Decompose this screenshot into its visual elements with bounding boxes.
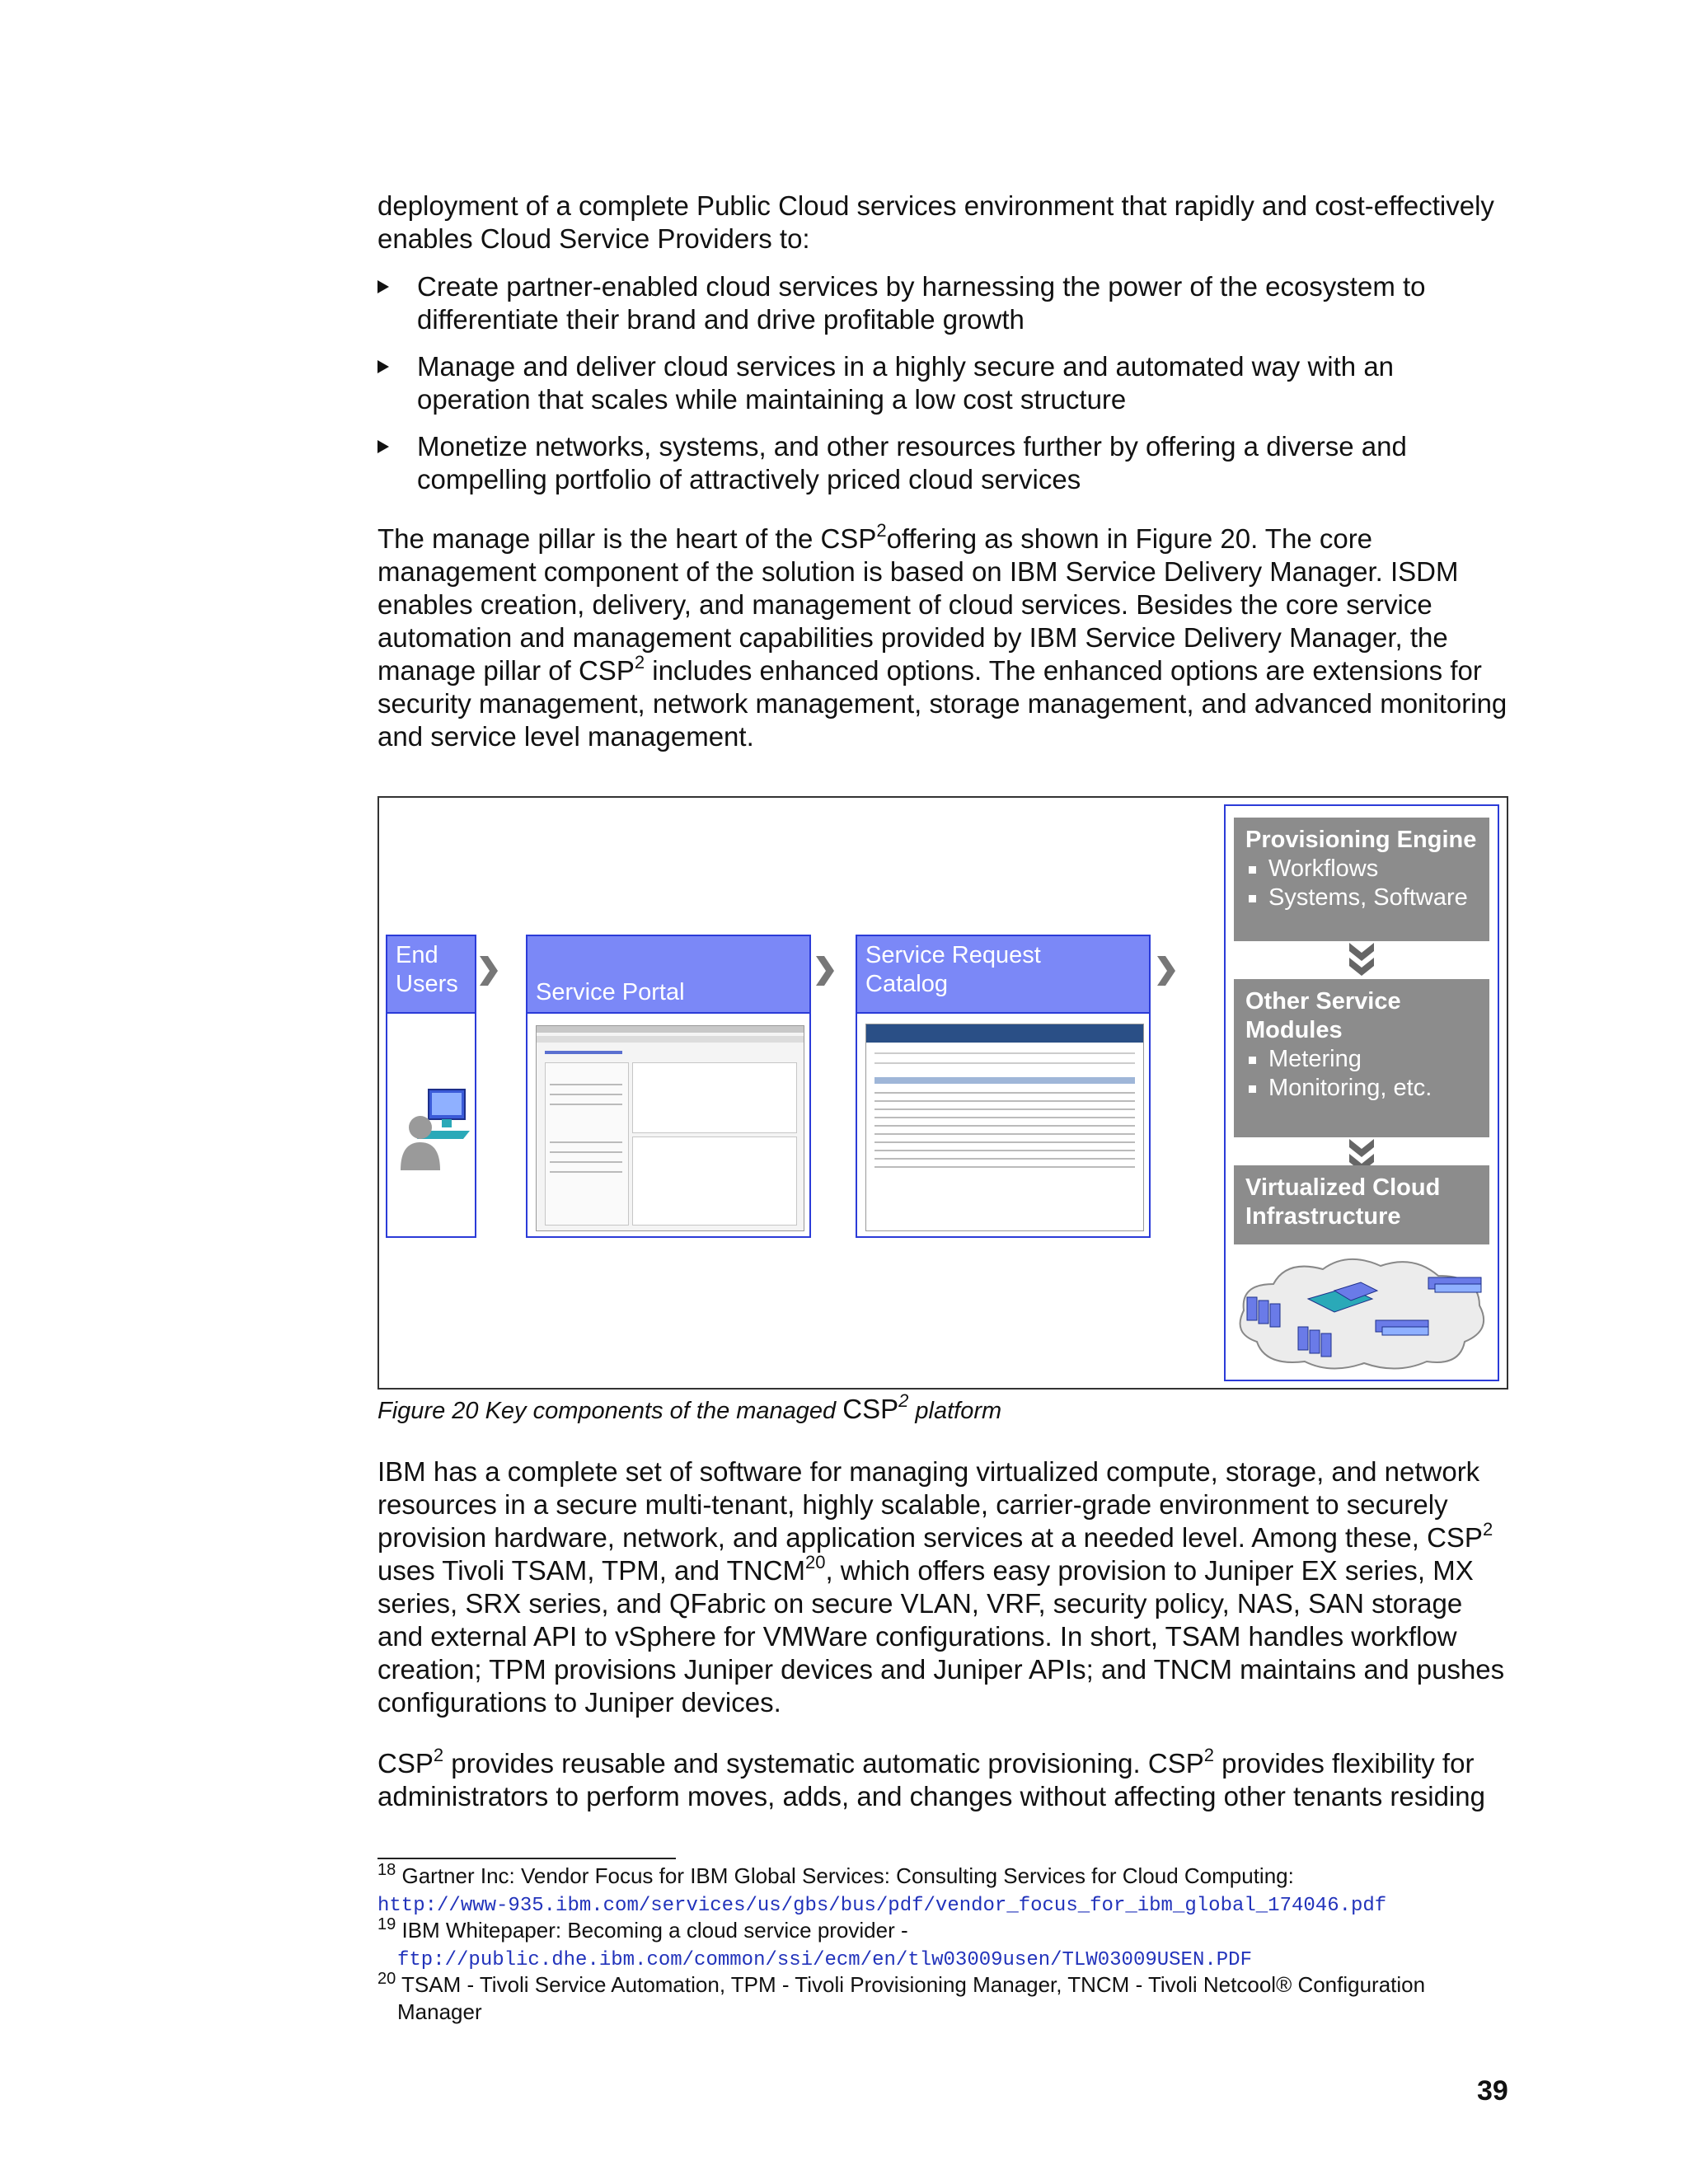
bullet-triangle-icon	[377, 280, 389, 293]
catalog-screenshot	[865, 1024, 1144, 1231]
software-paragraph: IBM has a complete set of software for managing virtualized compute, storage, and network resources in a secure multi-tenant, highly scalable, carrier-grade environment to securely provision hardware, network, and application services at a needed level. Among these, CSP$^2$ uses Tivoli TSAM, TPM, and TNCM$^{20}$, which offers easy provision to Juniper EX series, MX series, SRX series, and QFabric on secure VLAN, VRF, security policy, NAS, SAN storage and external API to vSphere for VMWare configurations. In short, TSAM handles workflow creation; TPM provisions Juniper devices and Juniper APIs; and TNCM maintains and pushes configurations to Juniper devices.	[377, 1456, 1505, 1718]
chevron-right-icon	[1156, 956, 1175, 986]
provisioning-paragraph: CSP$^2$ provides reusable and systematic automatic provisioning. CSP$^2$ provides flexibility for administrators to perform moves, adds, and changes without affecting other tenants residing	[377, 1745, 1485, 1811]
other-service-modules-box	[1234, 979, 1489, 1137]
footnote-20: $^{20}$ TSAM - Tivoli Service Automation, TPM - Tivoli Provisioning Manager, TNCM - Tivoli Netcool® Configuration Manager	[377, 1970, 1426, 2024]
bullet-triangle-icon	[377, 440, 389, 453]
service-portal-body	[526, 1014, 811, 1238]
footnote-divider	[377, 1858, 676, 1859]
provisioning-engine-title: Provisioning Engine	[1245, 827, 1477, 853]
list-item: Create partner-enabled cloud services by harnessing the power of the ecosystem to differentiate their brand and drive profitable growth	[377, 270, 1508, 336]
provisioning-stack	[1224, 804, 1499, 1381]
end-users-header: End Users	[386, 935, 476, 1014]
list-item: Systems, Software	[1245, 883, 1478, 912]
other-service-modules-title: Other Service Modules	[1245, 988, 1401, 1043]
cloud-icon	[1232, 1251, 1493, 1375]
figure-caption: Figure 20 Key components of the managed CSP$^2$ platform	[377, 1390, 1002, 1424]
intro-paragraph: deployment of a complete Public Cloud services environment that rapidly and cost-effectively enables Cloud Service Providers to:	[377, 190, 1494, 254]
storage-array-icon	[1376, 1320, 1428, 1335]
service-portal-screenshot	[536, 1025, 804, 1231]
manage-pillar-paragraph: The manage pillar is the heart of the CSP$^2$offering as shown in Figure 20. The core management component of the solution is based on IBM Service Delivery Manager. ISDM enables creation, delivery, and management of cloud services. Besides the core service automation and management capabilities provided by IBM Service Delivery Manager, the manage pillar of CSP$^2$ includes enhanced options. The enhanced options are extensions for security management, network management, storage management, and advanced monitoring and service level management.	[377, 520, 1507, 752]
footnote-link[interactable]: ftp://public.dhe.ibm.com/common/ssi/ecm/en/tlw03009usen/TLW03009USEN.PDF	[397, 1949, 1252, 1971]
page-number: 39	[1477, 2075, 1508, 2107]
footnote-19: $^{19}$ IBM Whitepaper: Becoming a cloud service provider - ftp://public.dhe.ibm.com/common/ssi/ecm/en/tlw03009usen/TLW03009USEN.PDF	[377, 1915, 1252, 1971]
list-item: Monetize networks, systems, and other resources further by offering a diverse and compelling portfolio of attractively priced cloud services	[377, 430, 1508, 496]
chevron-right-icon	[478, 956, 498, 986]
user-computer-icon	[392, 1088, 471, 1179]
list-item: Manage and deliver cloud services in a highly secure and automated way with an operation that scales while maintaining a low cost structure	[377, 350, 1508, 416]
footnote-18: $^{18}$ Gartner Inc: Vendor Focus for IBM Global Services: Consulting Services for Cloud Computing: http://www-935.ibm.com/services/us/gbs/bus/pdf/vendor_focus_for_ibm_global_174046.pdf	[377, 1861, 1387, 1917]
figure-20	[377, 796, 1508, 1390]
bullet-triangle-icon	[377, 360, 389, 373]
end-users-body	[386, 1014, 476, 1238]
storage-array-icon	[1428, 1277, 1481, 1292]
list-item: Metering	[1245, 1045, 1478, 1074]
chevron-right-icon	[814, 956, 834, 986]
service-request-catalog-body	[856, 1014, 1151, 1238]
list-item: Workflows	[1245, 855, 1478, 883]
list-item: Monitoring, etc.	[1245, 1074, 1478, 1103]
provisioning-engine-box	[1234, 818, 1489, 941]
virtualized-cloud-infrastructure-box: Virtualized Cloud Infrastructure	[1234, 1165, 1489, 1244]
footnote-link[interactable]: http://www-935.ibm.com/services/us/gbs/bus/pdf/vendor_focus_for_ibm_global_174046.pdf	[377, 1895, 1387, 1917]
service-portal-header: Service Portal	[526, 935, 811, 1014]
bullet-list	[377, 270, 1508, 510]
chevron-down-icon	[1349, 941, 1374, 979]
service-request-catalog-header: Service Request Catalog	[856, 935, 1151, 1014]
